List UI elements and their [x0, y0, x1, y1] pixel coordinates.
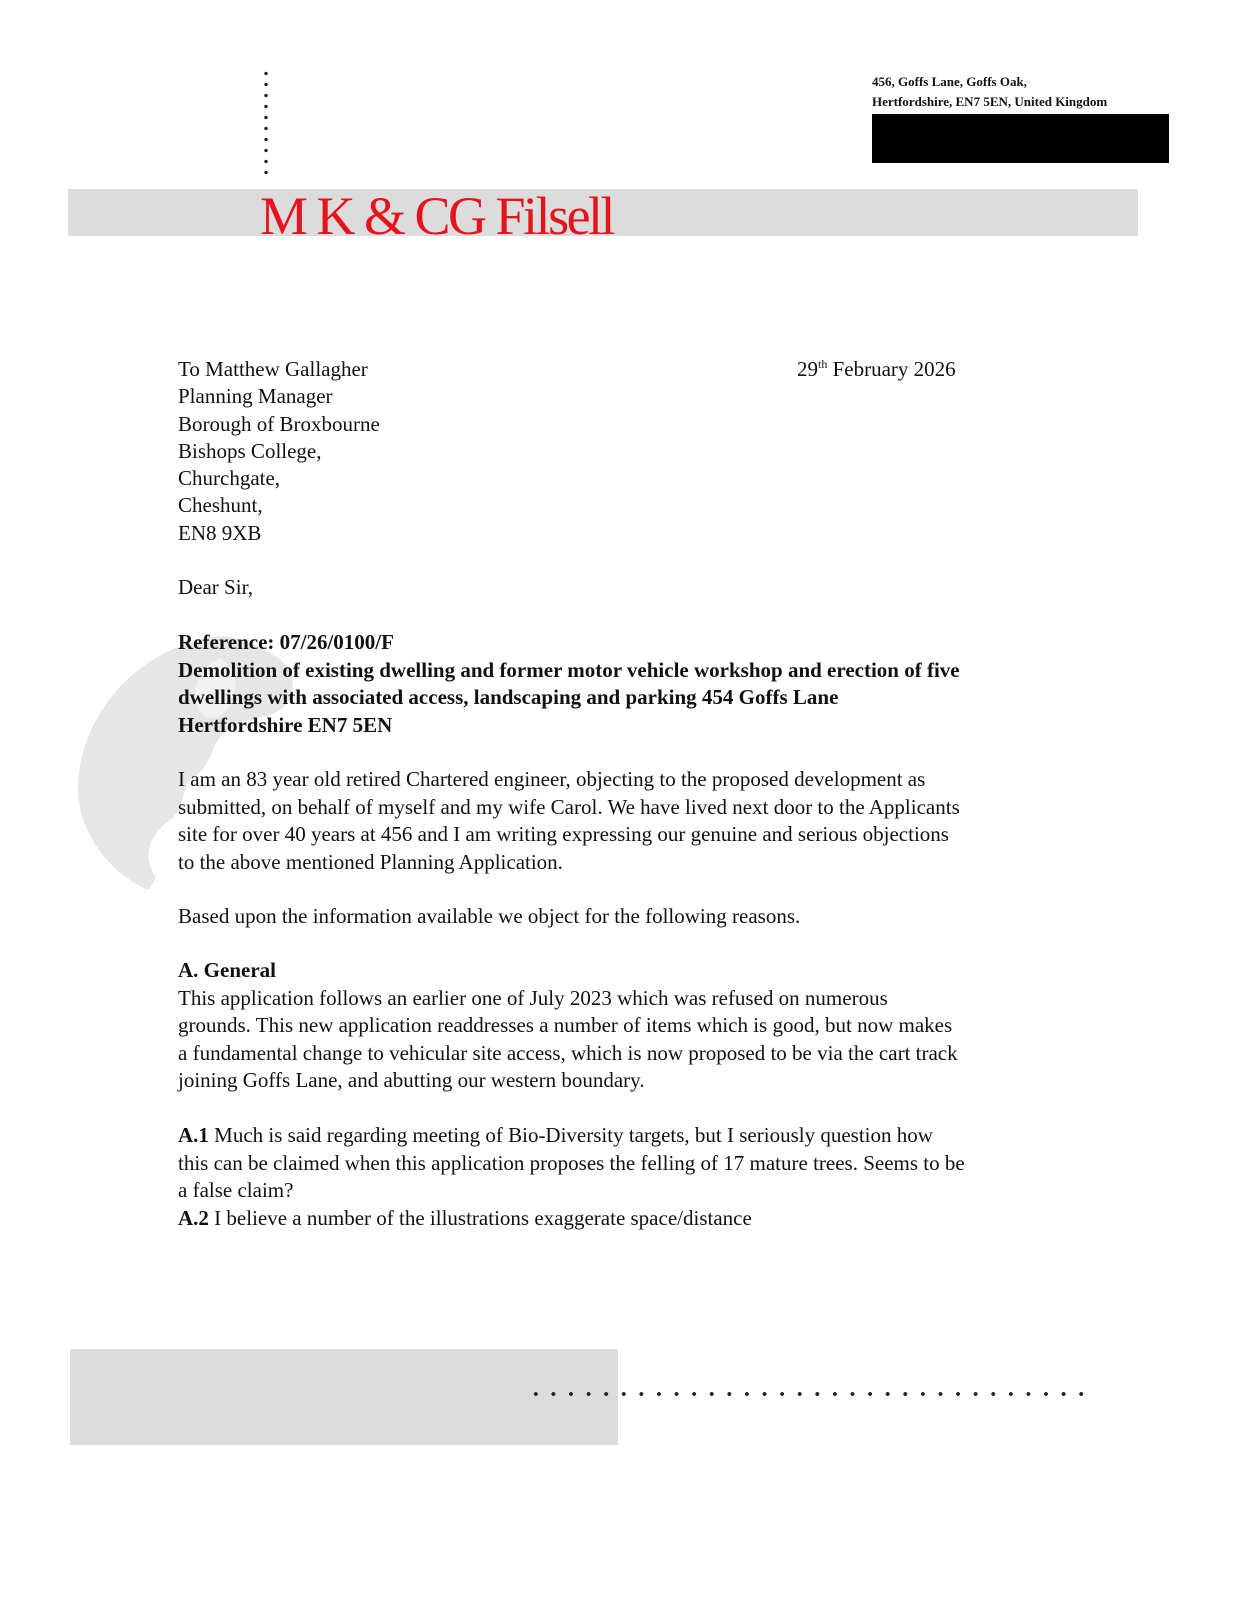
- intro-paragraph: [178, 766, 1078, 876]
- paragraph-line: a fundamental change to vehicular site access, which is now proposed to be via the cart track: [178, 1040, 958, 1065]
- point-a2-text: I believe a number of the illustrations exaggerate space/distance: [214, 1205, 752, 1230]
- point-a1-label: A.1: [178, 1123, 209, 1147]
- point-a1-text: Much is said regarding meeting of Bio-Diversity targets, but I seriously question how: [214, 1123, 933, 1147]
- paragraph-line: site for over 40 years at 456 and I am writing expressing our genuine and serious objections: [178, 822, 949, 846]
- point-a2: [178, 1205, 1078, 1233]
- recipient-address: [178, 356, 380, 547]
- sender-address-line-1: 456, Goffs Lane, Goffs Oak,: [872, 74, 1027, 89]
- paragraph-line: submitted, on behalf of myself and my wife Carol. We have lived next door to the Applicants: [178, 794, 960, 819]
- paragraph-line: joining Goffs Lane, and abutting our western boundary.: [178, 1068, 645, 1092]
- paragraph-line: a false claim?: [178, 1178, 294, 1202]
- salutation: Dear Sir,: [178, 575, 253, 599]
- dotted-vertical-rule: [264, 68, 268, 180]
- section-a: [178, 957, 1078, 1095]
- firm-name: M K & CG Filsell: [260, 186, 614, 246]
- point-a1-first-line: [178, 1122, 1078, 1150]
- reference-subject-line: Demolition of existing dwelling and former motor vehicle workshop and erection of five: [178, 657, 960, 682]
- reference-subject-line: Hertfordshire EN7 5EN: [178, 712, 393, 737]
- recipient-line: Cheshunt,: [178, 493, 263, 518]
- paragraph-line: to the above mentioned Planning Application.: [178, 849, 563, 874]
- recipient-line: Bishops College,: [178, 438, 322, 463]
- paragraph-line: this can be claimed when this application proposes the felling of 17 mature trees. Seems to be: [178, 1150, 965, 1175]
- point-a2-label: A.2: [178, 1205, 209, 1230]
- reasons-intro: Based upon the information available we object for the following reasons.: [178, 904, 801, 928]
- recipient-line: Borough of Broxbourne: [178, 411, 380, 436]
- footer-grey-block: [70, 1349, 618, 1445]
- reference-block: [178, 629, 1078, 739]
- letter-date: [797, 356, 956, 383]
- date-suffix: th: [818, 357, 828, 371]
- recipient-line: Planning Manager: [178, 384, 333, 409]
- sender-address: [872, 72, 1192, 112]
- recipient-line: EN8 9XB: [178, 520, 262, 545]
- sender-address-line-2: Hertfordshire, EN7 5EN, United Kingdom: [872, 94, 1108, 109]
- recipient-line: Churchgate,: [178, 466, 281, 491]
- reference-number: Reference: 07/26/0100/F: [178, 630, 394, 654]
- date-day: 29: [797, 357, 818, 381]
- dotted-horizontal-rule: [527, 1391, 1083, 1397]
- section-a-heading: A. General: [178, 958, 276, 982]
- paragraph-line: This application follows an earlier one of July 2023 which was refused on numerous: [178, 985, 888, 1010]
- paragraph-line: grounds. This new application readdresses a number of items which is good, but now makes: [178, 1013, 953, 1037]
- reference-subject-line: dwellings with associated access, landscaping and parking 454 Goffs Lane: [178, 685, 839, 709]
- redaction-box: [872, 114, 1169, 163]
- date-month-year: February 2026: [832, 357, 956, 381]
- recipient-line: To Matthew Gallagher: [178, 357, 368, 381]
- paragraph-line: I am an 83 year old retired Chartered engineer, objecting to the proposed development as: [178, 767, 926, 791]
- points-block: [178, 1122, 1078, 1232]
